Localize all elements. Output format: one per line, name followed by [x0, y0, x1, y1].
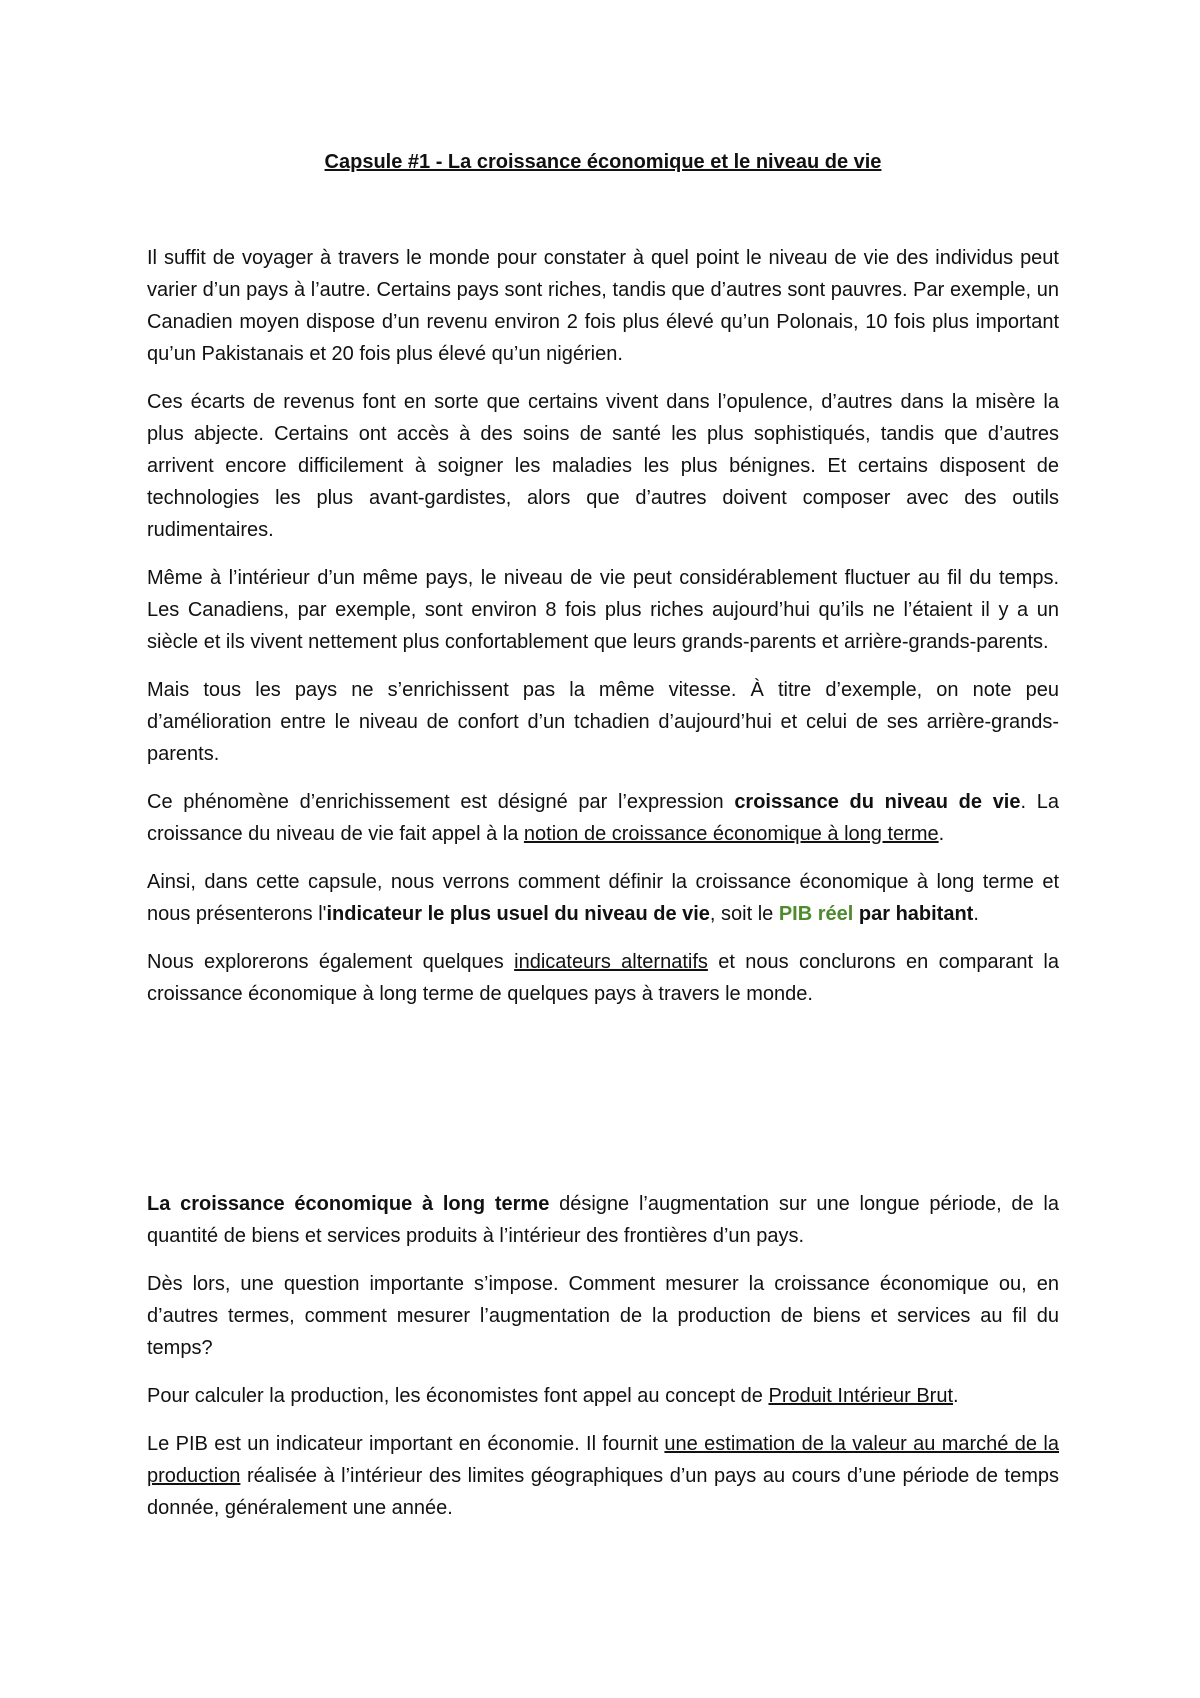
text-run: Le PIB est un indicateur important en économie. Il fournit [147, 1433, 665, 1455]
text-run: Pour calculer la production, les économistes font appel au concept de [147, 1385, 769, 1407]
intro-section [147, 242, 1059, 1010]
underlined-term: notion de croissance économique à long terme [523, 823, 939, 845]
text-run: . [938, 823, 945, 845]
definition-paragraph-2: Dès lors, une question importante s’impose. Comment mesurer la croissance économique ou, en d’autres termes, comment mesurer l’augmentation de la production de biens et services au fil du temps? [147, 1273, 1059, 1359]
bold-term: La croissance économique à long terme [147, 1193, 550, 1215]
intro-paragraph-6 [147, 866, 1059, 930]
definition-section [147, 1188, 1059, 1524]
intro-paragraph-3: Même à l’intérieur d’un même pays, le niveau de vie peut considérablement fluctuer au fil du temps. Les Canadiens, par exemple, sont environ 8 fois plus riches aujourd’hui qu’ils ne l’étaient il y a un siècle et ils vivent nettement plus confortablement que leurs grands-parents et arrière-grands-parents. [147, 567, 1059, 653]
bold-term: par habitant [853, 903, 974, 925]
intro-paragraph-5 [147, 786, 1059, 850]
bold-term: croissance du niveau de vie [734, 791, 1021, 813]
definition-paragraph-3 [147, 1380, 1059, 1412]
underlined-term: indicateurs alternatifs [514, 951, 708, 973]
underlined-term: Produit Intérieur Brut [768, 1385, 954, 1407]
text-run: Ainsi, dans cette capsule, nous verrons comment définir la croissance économique à long terme et nous présenterons l' [147, 871, 1059, 925]
text-run: désigne l’augmentation sur une longue période, de la quantité de biens et services produits à l’intérieur des frontières d’un pays. [147, 1193, 1060, 1247]
intro-paragraph-7 [147, 946, 1059, 1010]
definition-paragraph-1 [147, 1188, 1059, 1252]
highlight-term: PIB réel [778, 903, 854, 925]
definition-paragraph-4 [147, 1428, 1059, 1524]
underlined-term: une estimation de la valeur au marché de la production [147, 1433, 1059, 1487]
intro-paragraph-1: Il suffit de voyager à travers le monde pour constater à quel point le niveau de vie des individus peut varier d’un pays à l’autre. Certains pays sont riches, tandis que d’autres sont pauvres. Par exemple, un Canadien moyen dispose d’un revenu environ 2 fois plus élevé qu’un Polonais, 10 fois plus important qu’un Pakistanais et 20 fois plus élevé qu’un nigérien. [147, 247, 1059, 365]
text-run: réalisée à l’intérieur des limites géographiques d’un pays au cours d’une période de temps donnée, généralement une année. [147, 1465, 1059, 1519]
intro-paragraph-2: Ces écarts de revenus font en sorte que certains vivent dans l’opulence, d’autres dans la misère la plus abjecte. Certains ont accès à des soins de santé les plus sophistiqués, tandis que d’autres arrivent encore difficilement à soigner les maladies les plus bénignes. Et certains disposent de technologies les plus avant-gardistes, alors que d’autres doivent composer avec des outils rudimentaires. [147, 391, 1059, 541]
bold-term: indicateur le plus usuel du niveau de vie [326, 903, 710, 925]
text-run: Nous explorerons également quelques [147, 951, 515, 973]
text-run: . [953, 1385, 959, 1407]
text-run: . [973, 903, 979, 925]
intro-paragraph-4: Mais tous les pays ne s’enrichissent pas la même vitesse. À titre d’exemple, on note peu d’amélioration entre le niveau de confort d’un tchadien d’aujourd’hui et celui de ses arrière-grands-parents. [147, 679, 1059, 765]
document-title: Capsule #1 - La croissance économique et le niveau de vie [324, 151, 882, 173]
text-run: , soit le [709, 903, 779, 925]
text-run: . La croissance du niveau de vie fait appel à la [147, 791, 1059, 845]
text-run: et nous conclurons en comparant la croissance économique à long terme de quelques pays à travers le monde. [147, 951, 1059, 1005]
text-run: Ce phénomène d’enrichissement est désigné par l’expression [147, 791, 735, 813]
